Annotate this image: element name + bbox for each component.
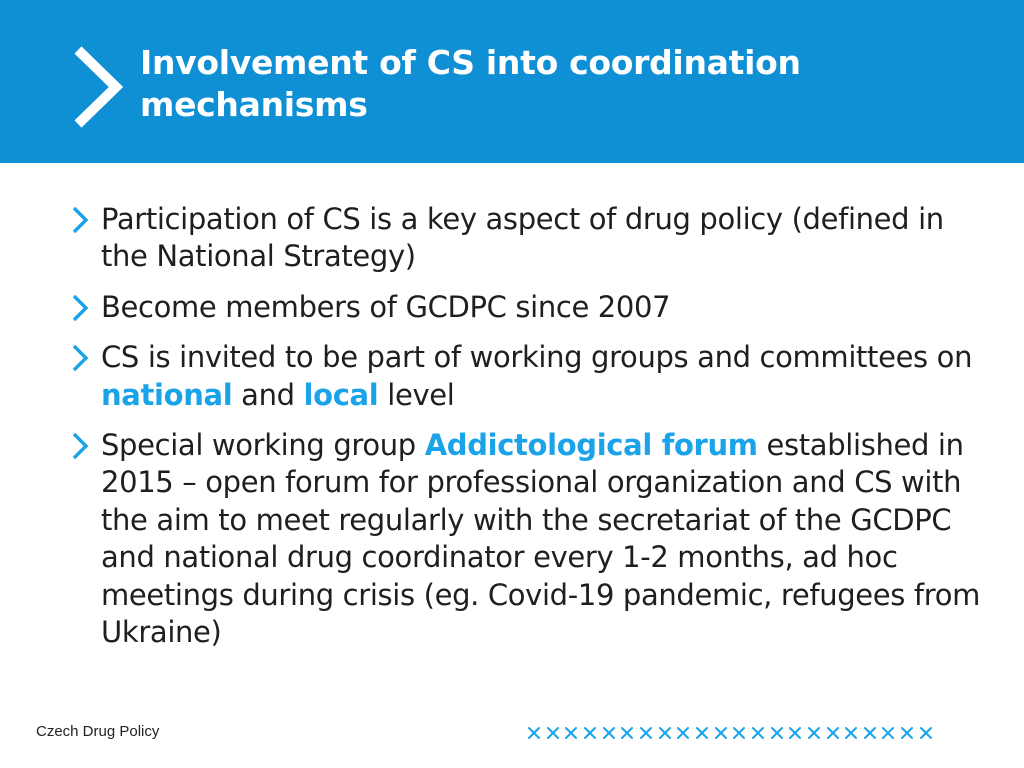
bullet-text: established in 2015 – open forum for professional organization and CS with the aim to meet regularly with the secretariat of the GCDPC and national drug coordinator every 1-2 months, ad hoc meetings during crisis (eg. Covid-19 pandemic, refugees from Ukraine) <box>101 428 980 650</box>
x-mark-icon <box>770 726 784 740</box>
x-mark-icon <box>695 726 709 740</box>
x-mark-icon <box>620 726 634 740</box>
decorative-cross-row <box>527 722 933 744</box>
chevron-right-icon <box>69 431 91 461</box>
highlight-national: national <box>101 377 233 412</box>
x-mark-icon <box>602 726 616 740</box>
highlight-addictological-forum: Addictological forum <box>424 428 758 463</box>
list-item <box>66 339 996 414</box>
chevron-right-icon <box>69 293 91 323</box>
x-mark-icon <box>546 726 560 740</box>
x-mark-icon <box>751 726 765 740</box>
bullet-text: level <box>378 377 455 412</box>
x-mark-icon <box>900 726 914 740</box>
bullet-text: CS is invited to be part of working groups and committees on <box>101 340 973 375</box>
chevron-right-icon <box>69 343 91 373</box>
x-mark-icon <box>919 726 933 740</box>
x-mark-icon <box>564 726 578 740</box>
bullet-text: Become members of GCDPC since 2007 <box>101 289 671 324</box>
footer-label: Czech Drug Policy <box>36 723 160 740</box>
list-item <box>66 427 996 651</box>
x-mark-icon <box>527 726 541 740</box>
x-mark-icon <box>844 726 858 740</box>
x-mark-icon <box>583 726 597 740</box>
x-mark-icon <box>658 726 672 740</box>
x-mark-icon <box>807 726 821 740</box>
x-mark-icon <box>714 726 728 740</box>
bullet-text: and <box>232 377 304 412</box>
x-mark-icon <box>826 726 840 740</box>
header-banner <box>0 0 1024 163</box>
x-mark-icon <box>863 726 877 740</box>
chevron-right-icon <box>69 205 91 235</box>
x-mark-icon <box>639 726 653 740</box>
x-mark-icon <box>788 726 802 740</box>
bullet-text: Special working group <box>101 428 425 463</box>
page-title: Involvement of CS into coordination mechanisms <box>140 43 801 124</box>
highlight-local: local <box>303 377 379 412</box>
bullet-list <box>66 201 996 664</box>
x-mark-icon <box>881 726 895 740</box>
bullet-text: Participation of CS is a key aspect of drug policy (defined in the National Strategy) <box>101 202 944 274</box>
x-mark-icon <box>732 726 746 740</box>
list-item <box>66 201 996 276</box>
x-mark-icon <box>676 726 690 740</box>
list-item <box>66 289 996 326</box>
chevron-right-icon <box>70 44 126 130</box>
